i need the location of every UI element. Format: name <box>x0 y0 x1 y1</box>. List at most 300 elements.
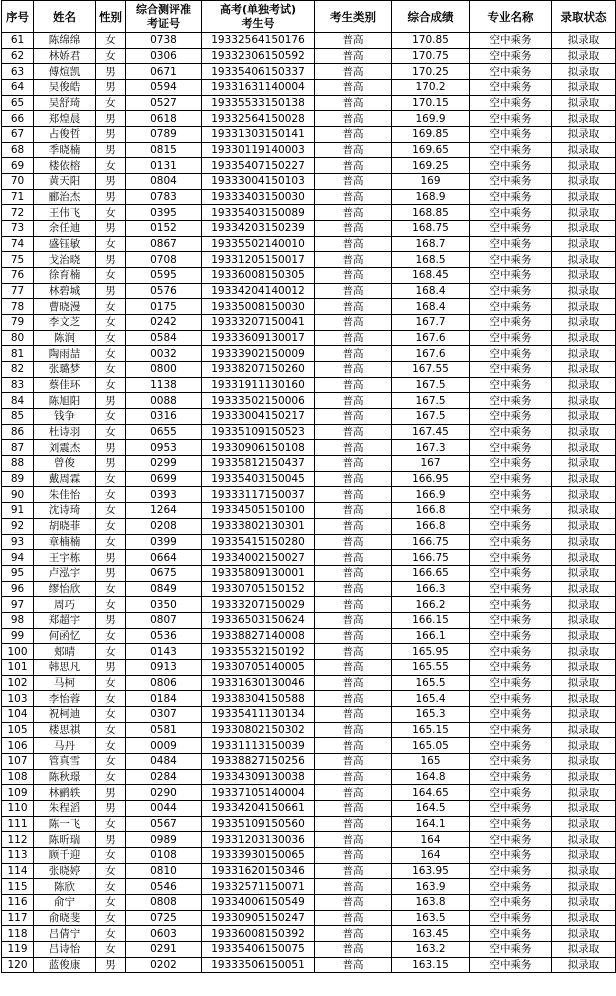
cell-gender: 女 <box>96 941 126 957</box>
cell-status: 拟录取 <box>552 346 616 362</box>
cell-category: 普高 <box>315 785 392 801</box>
cell-exam-number: 19335403150089 <box>202 205 315 221</box>
cell-name: 王伟飞 <box>34 205 96 221</box>
cell-gender: 女 <box>96 503 126 519</box>
cell-category: 普高 <box>315 158 392 174</box>
cell-gender: 男 <box>96 221 126 237</box>
cell-score: 164 <box>392 832 470 848</box>
cell-seq: 74 <box>2 236 34 252</box>
cell-score: 164 <box>392 847 470 863</box>
cell-exam-number: 19330906150108 <box>202 440 315 456</box>
cell-cert-number: 0738 <box>126 33 202 49</box>
table-row <box>2 769 616 785</box>
cell-score: 167.5 <box>392 377 470 393</box>
cell-gender: 女 <box>96 597 126 613</box>
cell-name: 戈治晓 <box>34 252 96 268</box>
cell-seq: 86 <box>2 424 34 440</box>
cell-name: 蔡佳环 <box>34 377 96 393</box>
cell-exam-number: 19333930150065 <box>202 847 315 863</box>
cell-gender: 女 <box>96 675 126 691</box>
cell-status: 拟录取 <box>552 926 616 942</box>
cell-exam-number: 19335411130134 <box>202 706 315 722</box>
cell-name: 陈欣 <box>34 879 96 895</box>
table-row <box>2 127 616 143</box>
cell-major: 空中乘务 <box>470 268 552 284</box>
cell-seq: 83 <box>2 377 34 393</box>
cell-name: 王宇栋 <box>34 550 96 566</box>
table-row <box>2 142 616 158</box>
cell-gender: 女 <box>96 362 126 378</box>
cell-score: 165.5 <box>392 675 470 691</box>
cell-score: 169 <box>392 174 470 190</box>
cell-exam-number: 19330705140005 <box>202 659 315 675</box>
cell-category: 普高 <box>315 675 392 691</box>
cell-exam-number: 19335109150523 <box>202 424 315 440</box>
cell-major: 空中乘务 <box>470 142 552 158</box>
cell-cert-number: 0655 <box>126 424 202 440</box>
header-score: 综合成绩 <box>392 1 470 33</box>
table-row <box>2 503 616 519</box>
cell-seq: 92 <box>2 518 34 534</box>
cell-major: 空中乘务 <box>470 189 552 205</box>
cell-name: 胡晓菲 <box>34 518 96 534</box>
cell-cert-number: 0664 <box>126 550 202 566</box>
cell-name: 李文芝 <box>34 315 96 331</box>
cell-exam-number: 19332564150028 <box>202 111 315 127</box>
cell-gender: 女 <box>96 769 126 785</box>
cell-score: 168.4 <box>392 299 470 315</box>
cell-name: 章楠楠 <box>34 534 96 550</box>
cell-major: 空中乘务 <box>470 64 552 80</box>
cell-major: 空中乘务 <box>470 456 552 472</box>
cell-major: 空中乘务 <box>470 518 552 534</box>
table-row <box>2 330 616 346</box>
table-row <box>2 738 616 754</box>
cell-category: 普高 <box>315 926 392 942</box>
cell-name: 张晓婷 <box>34 863 96 879</box>
cell-category: 普高 <box>315 64 392 80</box>
cell-status: 拟录取 <box>552 111 616 127</box>
cell-exam-number: 19331620150346 <box>202 863 315 879</box>
cell-name: 徐育楠 <box>34 268 96 284</box>
cell-score: 163.95 <box>392 863 470 879</box>
table-row <box>2 471 616 487</box>
cell-gender: 男 <box>96 283 126 299</box>
cell-seq: 109 <box>2 785 34 801</box>
header-cert-line1: 综合测评准 <box>136 2 191 16</box>
cell-major: 空中乘务 <box>470 691 552 707</box>
cell-score: 166.95 <box>392 471 470 487</box>
table-row <box>2 644 616 660</box>
cell-name: 张璐梦 <box>34 362 96 378</box>
cell-gender: 女 <box>96 518 126 534</box>
cell-name: 韩思凡 <box>34 659 96 675</box>
cell-status: 拟录取 <box>552 581 616 597</box>
cell-name: 陈润 <box>34 330 96 346</box>
cell-category: 普高 <box>315 377 392 393</box>
cell-name: 陶雨喆 <box>34 346 96 362</box>
cell-score: 168.5 <box>392 252 470 268</box>
cell-major: 空中乘务 <box>470 158 552 174</box>
cell-category: 普高 <box>315 910 392 926</box>
cell-gender: 女 <box>96 691 126 707</box>
cell-exam-number: 19333502150006 <box>202 393 315 409</box>
cell-major: 空中乘务 <box>470 847 552 863</box>
cell-category: 普高 <box>315 738 392 754</box>
cell-score: 166.1 <box>392 628 470 644</box>
cell-status: 拟录取 <box>552 471 616 487</box>
cell-category: 普高 <box>315 471 392 487</box>
cell-score: 167.6 <box>392 346 470 362</box>
cell-score: 168.45 <box>392 268 470 284</box>
cell-major: 空中乘务 <box>470 550 552 566</box>
cell-category: 普高 <box>315 221 392 237</box>
cell-exam-number: 19335415150280 <box>202 534 315 550</box>
cell-gender: 男 <box>96 142 126 158</box>
cell-exam-number: 19338827140008 <box>202 628 315 644</box>
cell-gender: 女 <box>96 268 126 284</box>
cell-category: 普高 <box>315 95 392 111</box>
cell-category: 普高 <box>315 597 392 613</box>
table-row <box>2 393 616 409</box>
cell-gender: 男 <box>96 174 126 190</box>
admission-table <box>1 0 616 973</box>
cell-gender: 男 <box>96 565 126 581</box>
cell-cert-number: 0306 <box>126 48 202 64</box>
header-category: 考生类别 <box>315 1 392 33</box>
cell-cert-number: 0395 <box>126 205 202 221</box>
cell-name: 缪怡欣 <box>34 581 96 597</box>
cell-seq: 65 <box>2 95 34 111</box>
cell-name: 管真雪 <box>34 753 96 769</box>
cell-cert-number: 0699 <box>126 471 202 487</box>
cell-category: 普高 <box>315 252 392 268</box>
cell-name: 朱佳怡 <box>34 487 96 503</box>
cell-name: 卢泓宇 <box>34 565 96 581</box>
cell-exam-number: 19334002150027 <box>202 550 315 566</box>
cell-name: 林娇君 <box>34 48 96 64</box>
cell-status: 拟录取 <box>552 894 616 910</box>
cell-major: 空中乘务 <box>470 252 552 268</box>
cell-exam-number: 19333902150009 <box>202 346 315 362</box>
table-row <box>2 64 616 80</box>
cell-exam-number: 19331113150039 <box>202 738 315 754</box>
table-row <box>2 456 616 472</box>
cell-category: 普高 <box>315 550 392 566</box>
cell-name: 傅煊凯 <box>34 64 96 80</box>
cell-seq: 113 <box>2 847 34 863</box>
cell-score: 166.9 <box>392 487 470 503</box>
cell-exam-number: 19335809130001 <box>202 565 315 581</box>
cell-cert-number: 0316 <box>126 409 202 425</box>
cell-status: 拟录取 <box>552 174 616 190</box>
cell-gender: 女 <box>96 377 126 393</box>
cell-seq: 78 <box>2 299 34 315</box>
cell-gender: 女 <box>96 33 126 49</box>
cell-cert-number: 0399 <box>126 534 202 550</box>
cell-name: 楼依榕 <box>34 158 96 174</box>
cell-name: 曾俊 <box>34 456 96 472</box>
cell-status: 拟录取 <box>552 142 616 158</box>
cell-cert-number: 0307 <box>126 706 202 722</box>
cell-major: 空中乘务 <box>470 330 552 346</box>
cell-cert-number: 0143 <box>126 644 202 660</box>
cell-exam-number: 19333403150030 <box>202 189 315 205</box>
cell-cert-number: 0584 <box>126 330 202 346</box>
cell-category: 普高 <box>315 283 392 299</box>
cell-name: 郏晴 <box>34 644 96 660</box>
cell-exam-number: 19334006150549 <box>202 894 315 910</box>
table-row <box>2 706 616 722</box>
cell-name: 郑煌晨 <box>34 111 96 127</box>
table-row <box>2 48 616 64</box>
cell-status: 拟录取 <box>552 565 616 581</box>
cell-score: 165.05 <box>392 738 470 754</box>
cell-name: 钱争 <box>34 409 96 425</box>
cell-status: 拟录取 <box>552 127 616 143</box>
cell-name: 曹晓漫 <box>34 299 96 315</box>
cell-gender: 男 <box>96 456 126 472</box>
cell-status: 拟录取 <box>552 299 616 315</box>
cell-category: 普高 <box>315 816 392 832</box>
cell-cert-number: 0581 <box>126 722 202 738</box>
cell-cert-number: 0989 <box>126 832 202 848</box>
cell-category: 普高 <box>315 879 392 895</box>
cell-category: 普高 <box>315 393 392 409</box>
cell-exam-number: 19336503150624 <box>202 612 315 628</box>
cell-exam-number: 19334309130038 <box>202 769 315 785</box>
cell-name: 俞晓斐 <box>34 910 96 926</box>
cell-major: 空中乘务 <box>470 832 552 848</box>
cell-exam-number: 19338304150588 <box>202 691 315 707</box>
cell-category: 普高 <box>315 800 392 816</box>
cell-score: 167.5 <box>392 409 470 425</box>
cell-cert-number: 0595 <box>126 268 202 284</box>
cell-major: 空中乘务 <box>470 628 552 644</box>
table-row <box>2 174 616 190</box>
cell-seq: 66 <box>2 111 34 127</box>
cell-seq: 80 <box>2 330 34 346</box>
cell-cert-number: 0810 <box>126 863 202 879</box>
cell-cert-number: 0804 <box>126 174 202 190</box>
cell-seq: 97 <box>2 597 34 613</box>
cell-score: 166.8 <box>392 503 470 519</box>
cell-score: 163.9 <box>392 879 470 895</box>
cell-gender: 女 <box>96 581 126 597</box>
cell-cert-number: 0044 <box>126 800 202 816</box>
cell-score: 163.45 <box>392 926 470 942</box>
cell-gender: 男 <box>96 659 126 675</box>
cell-cert-number: 0484 <box>126 753 202 769</box>
cell-gender: 男 <box>96 800 126 816</box>
table-row <box>2 722 616 738</box>
cell-cert-number: 0527 <box>126 95 202 111</box>
table-row <box>2 205 616 221</box>
cell-major: 空中乘务 <box>470 362 552 378</box>
cell-score: 170.85 <box>392 33 470 49</box>
cell-exam-number: 19335532150192 <box>202 644 315 660</box>
cell-status: 拟录取 <box>552 221 616 237</box>
cell-category: 普高 <box>315 847 392 863</box>
cell-exam-number: 19335109150560 <box>202 816 315 832</box>
cell-score: 166.65 <box>392 565 470 581</box>
cell-exam-number: 19335406150075 <box>202 941 315 957</box>
cell-status: 拟录取 <box>552 283 616 299</box>
table-row <box>2 847 616 863</box>
table-row <box>2 800 616 816</box>
cell-score: 168.75 <box>392 221 470 237</box>
table-row <box>2 377 616 393</box>
table-row <box>2 675 616 691</box>
cell-gender: 女 <box>96 95 126 111</box>
cell-exam-number: 19338827150256 <box>202 753 315 769</box>
cell-cert-number: 0175 <box>126 299 202 315</box>
cell-name: 吴舒琦 <box>34 95 96 111</box>
table-row <box>2 628 616 644</box>
cell-gender: 女 <box>96 48 126 64</box>
cell-category: 普高 <box>315 503 392 519</box>
cell-cert-number: 0594 <box>126 80 202 96</box>
cell-major: 空中乘务 <box>470 299 552 315</box>
cell-name: 马丹 <box>34 738 96 754</box>
cell-category: 普高 <box>315 628 392 644</box>
cell-exam-number: 19333802130301 <box>202 518 315 534</box>
cell-status: 拟录取 <box>552 675 616 691</box>
cell-exam-number: 19336008150305 <box>202 268 315 284</box>
cell-cert-number: 0807 <box>126 612 202 628</box>
table-row <box>2 816 616 832</box>
cell-name: 刘震杰 <box>34 440 96 456</box>
cell-name: 吕倩宁 <box>34 926 96 942</box>
cell-cert-number: 0184 <box>126 691 202 707</box>
cell-cert-number: 0725 <box>126 910 202 926</box>
table-row <box>2 346 616 362</box>
cell-category: 普高 <box>315 769 392 785</box>
cell-exam-number: 19335008150030 <box>202 299 315 315</box>
header-exam-number <box>202 1 315 33</box>
header-seq: 序号 <box>2 1 34 33</box>
table-row <box>2 221 616 237</box>
cell-gender: 男 <box>96 127 126 143</box>
cell-gender: 女 <box>96 706 126 722</box>
cell-status: 拟录取 <box>552 941 616 957</box>
cell-cert-number: 0208 <box>126 518 202 534</box>
cell-gender: 女 <box>96 158 126 174</box>
cell-category: 普高 <box>315 487 392 503</box>
cell-exam-number: 19331911130160 <box>202 377 315 393</box>
table-row <box>2 534 616 550</box>
table-row <box>2 581 616 597</box>
cell-major: 空中乘务 <box>470 424 552 440</box>
cell-exam-number: 19331303150141 <box>202 127 315 143</box>
table-row <box>2 565 616 581</box>
cell-score: 166.75 <box>392 550 470 566</box>
table-body <box>2 33 616 973</box>
cell-gender: 女 <box>96 753 126 769</box>
cell-score: 165.95 <box>392 644 470 660</box>
cell-score: 167 <box>392 456 470 472</box>
cell-score: 165.3 <box>392 706 470 722</box>
table-row <box>2 189 616 205</box>
cell-major: 空中乘务 <box>470 205 552 221</box>
cell-status: 拟录取 <box>552 628 616 644</box>
cell-status: 拟录取 <box>552 597 616 613</box>
cell-cert-number: 0546 <box>126 879 202 895</box>
header-row <box>2 1 616 33</box>
cell-seq: 81 <box>2 346 34 362</box>
cell-gender: 男 <box>96 252 126 268</box>
cell-status: 拟录取 <box>552 268 616 284</box>
cell-gender: 男 <box>96 612 126 628</box>
table-row <box>2 597 616 613</box>
cell-status: 拟录取 <box>552 753 616 769</box>
cell-name: 林碧城 <box>34 283 96 299</box>
cell-score: 167.3 <box>392 440 470 456</box>
cell-status: 拟录取 <box>552 330 616 346</box>
cell-score: 163.5 <box>392 910 470 926</box>
cell-seq: 104 <box>2 706 34 722</box>
cell-gender: 男 <box>96 393 126 409</box>
cell-gender: 女 <box>96 315 126 331</box>
table-row <box>2 753 616 769</box>
cell-exam-number: 19333609130017 <box>202 330 315 346</box>
cell-status: 拟录取 <box>552 644 616 660</box>
cell-exam-number: 19330802150302 <box>202 722 315 738</box>
cell-name: 陈一飞 <box>34 816 96 832</box>
cell-cert-number: 0291 <box>126 941 202 957</box>
cell-status: 拟录取 <box>552 879 616 895</box>
cell-exam-number: 19332564150176 <box>202 33 315 49</box>
cell-exam-number: 19331631140004 <box>202 80 315 96</box>
cell-category: 普高 <box>315 753 392 769</box>
cell-status: 拟录取 <box>552 33 616 49</box>
cell-category: 普高 <box>315 863 392 879</box>
cell-seq: 68 <box>2 142 34 158</box>
cell-seq: 69 <box>2 158 34 174</box>
table-row <box>2 894 616 910</box>
table-row <box>2 283 616 299</box>
cell-major: 空中乘务 <box>470 221 552 237</box>
cell-gender: 女 <box>96 236 126 252</box>
cell-seq: 119 <box>2 941 34 957</box>
table-row <box>2 941 616 957</box>
cell-name: 蓝俊康 <box>34 957 96 973</box>
cell-score: 166.15 <box>392 612 470 628</box>
cell-category: 普高 <box>315 456 392 472</box>
cell-status: 拟录取 <box>552 957 616 973</box>
cell-name: 沈诗琦 <box>34 503 96 519</box>
cell-status: 拟录取 <box>552 362 616 378</box>
cell-major: 空中乘务 <box>470 33 552 49</box>
table-row <box>2 910 616 926</box>
table-row <box>2 268 616 284</box>
cell-score: 166.2 <box>392 597 470 613</box>
cell-seq: 94 <box>2 550 34 566</box>
table-row <box>2 518 616 534</box>
cell-status: 拟录取 <box>552 158 616 174</box>
cell-score: 168.4 <box>392 283 470 299</box>
cell-exam-number: 19335406150337 <box>202 64 315 80</box>
cell-name: 郦治杰 <box>34 189 96 205</box>
cell-gender: 男 <box>96 957 126 973</box>
cell-major: 空中乘务 <box>470 283 552 299</box>
cell-major: 空中乘务 <box>470 440 552 456</box>
cell-major: 空中乘务 <box>470 863 552 879</box>
cell-exam-number: 19334505150100 <box>202 503 315 519</box>
cell-status: 拟录取 <box>552 440 616 456</box>
cell-seq: 106 <box>2 738 34 754</box>
cell-name: 祝柯迪 <box>34 706 96 722</box>
